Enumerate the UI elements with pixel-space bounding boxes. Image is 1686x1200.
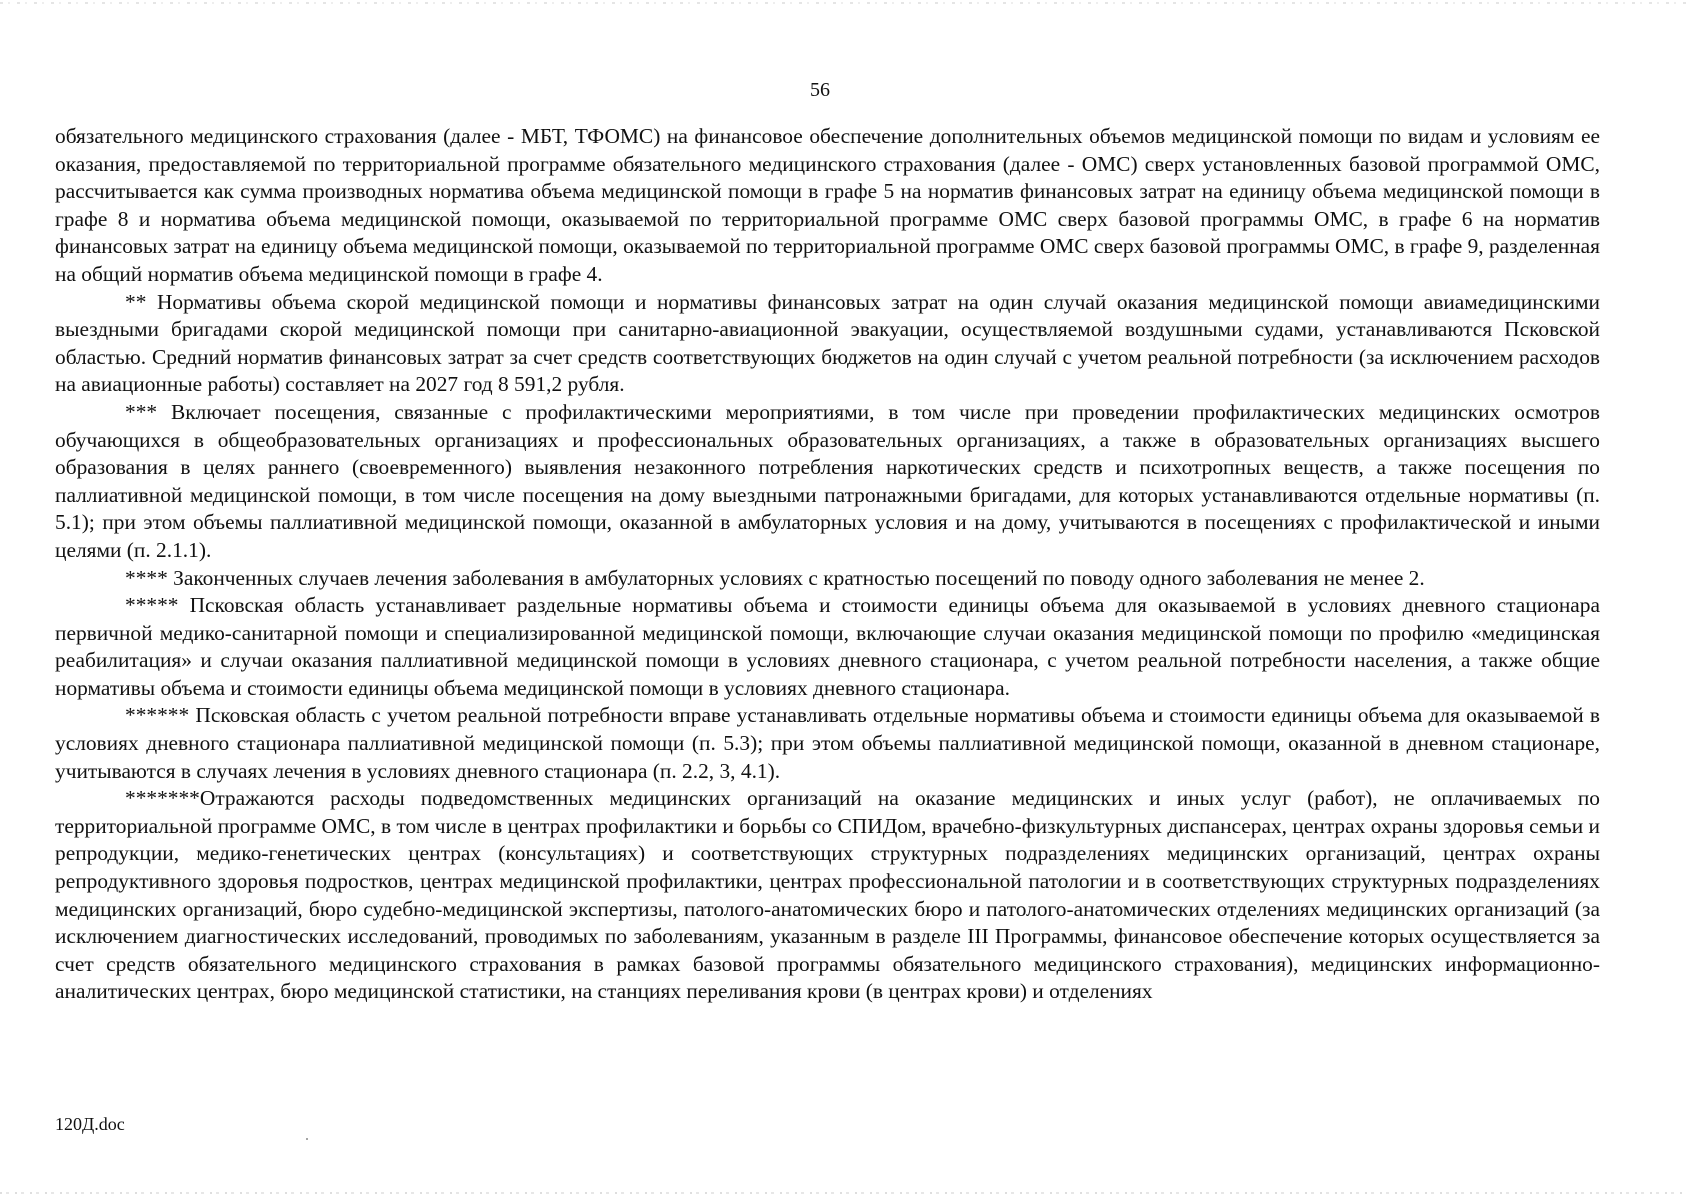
footnote-7-star: *******Отражаются расходы подведомственных медицинских организаций на оказание медицинских и иных услуг (работ), не оплачиваемых по территориальной программе ОМС, в том числе в центрах профилактики и борьбы со СПИДом, врачебно-физкультурных диспансерах, центрах охраны здоровья семьи и репродукции, медико-генетических центрах (консультациях) и соответствующих структурных подразделениях медицинских организаций, центрах охраны репродуктивного здоровья подростков, центрах медицинской профилактики, центрах профессиональной патологии и в соответствующих структурных подразделениях медицинских организаций, бюро судебно-медицинской экспертизы, патолого-анатомических бюро и патолого-анатомических отделениях медицинских организаций (за исключением диагностических исследований, проводимых по заболеваниям, указанным в разделе III Программы, финансовое обеспечение которых осуществляется за счет средств обязательного медицинского страхования в рамках базовой программы обязательного медицинского страхования), медицинских информационно-аналитических центрах, бюро медицинской статистики, на станциях переливания крови (в центрах крови) и отделениях (55, 786, 1600, 1004)
footnote-6-star: ****** Псковская область с учетом реальной потребности вправе устанавливать отдельные нормативы объема и стоимости единицы объема для оказываемой в условиях дневного стационара паллиативной медицинской помощи (п. 5.3); при этом объемы паллиативной медицинской помощи, оказанной в дневном стационаре, учитываются в случаях лечения в условиях дневного стационара (п. 2.2, 3, 4.1). (55, 703, 1600, 783)
footnote-4-star: **** Законченных случаев лечения заболевания в амбулаторных условиях с кратностью посещений по поводу одного заболевания не менее 2. (125, 565, 1425, 590)
footer-filename: 120Д.doc (55, 1114, 125, 1134)
scan-edge-top (0, 2, 1686, 4)
footnote-5-star: ***** Псковская область устанавливает раздельные нормативы объема и стоимости единицы объема для оказываемой в условиях дневного стационара первичной медико-санитарной помощи и специализированной медицинской помощи, включающие случаи оказания медицинской помощи по профилю «медицинская реабилитация» и случаи оказания паллиативной медицинской помощи в условиях дневного стационара, с учетом реальной потребности населения, а также общие нормативы объема и стоимости единицы объема медицинской помощи в условиях дневного стационара. (55, 593, 1600, 700)
footnote-3-star: *** Включает посещения, связанные с профилактическими мероприятиями, в том числе при проведении профилактических медицинских осмотров обучающихся в общеобразовательных организациях и профессиональных образовательных организациях, а также в образовательных организациях высшего образования в целях раннего (своевременного) выявления незаконного потребления наркотических средств и психотропных веществ, а также посещения по паллиативной медицинской помощи, в том числе посещения на дому выездными патронажными бригадами, для которых устанавливаются отдельные нормативы (п. 5.1); при этом объемы паллиативной медицинской помощи, оказанной в амбулаторных условия и на дому, учитываются в посещениях с профилактической и иными целями (п. 2.1.1). (55, 399, 1600, 562)
footnote-2-star: ** Нормативы объема скорой медицинской помощи и нормативы финансовых затрат на один случай оказания медицинской помощи авиамедицинскими выездными бригадами скорой медицинской помощи при санитарно-авиационной эвакуации, осуществляемой воздушными судами, устанавливаются Псковской областью. Средний норматив финансовых затрат за счет средств соответствующих бюджетов на один случай с учетом реальной потребности (за исключением расходов на авиационные работы) составляет на 2027 год 8 591,2 рубля. (55, 289, 1600, 397)
scan-speck (306, 1138, 308, 1140)
document-body (55, 123, 1600, 1006)
scan-edge-bottom (0, 1192, 1686, 1194)
paragraph-continuation: обязательного медицинского страхования (далее - МБТ, ТФОМС) на финансовое обеспечение дополнительных объемов медицинской помощи по видам и условиям ее оказания, предоставляемой по территориальной программе обязательного медицинского страхования (далее - ОМС) сверх установленных базовой программой ОМС, рассчитывается как сумма производных норматива объема медицинской помощи в графе 5 на норматив финансовых затрат на единицу объема медицинской помощи в графе 8 и норматива объема медицинской помощи, оказываемой по территориальной программе ОМС сверх базовой программы ОМС, в графе 6 на норматив финансовых затрат на единицу объема медицинской помощи, оказываемой по территориальной программе ОМС сверх базовой программы ОМС, в графе 9, разделенная на общий норматив объема медицинской помощи в графе 4. (55, 124, 1601, 286)
page-number: 56 (810, 79, 830, 101)
